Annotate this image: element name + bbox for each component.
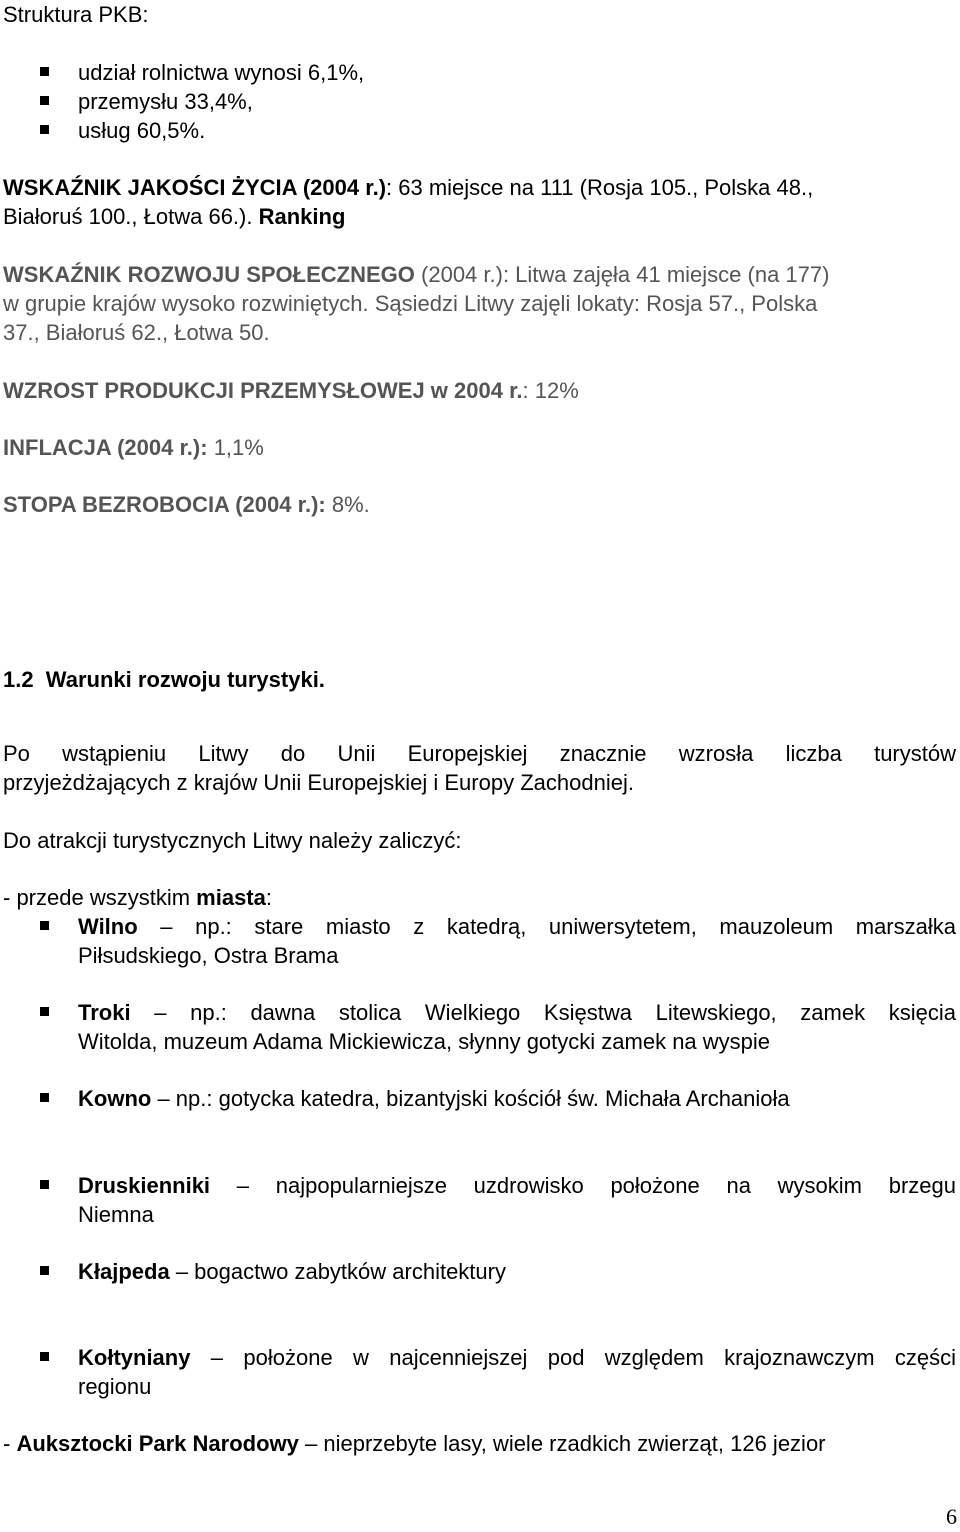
city-desc: położone w najcenniejszej pod względem krajoznawczym części (243, 1345, 956, 1370)
indicator-industry (3, 376, 956, 405)
ranking-label: Ranking (258, 204, 346, 229)
quality-line-2 (3, 202, 956, 231)
bullet-icon (40, 1180, 49, 1189)
bullet-icon (40, 67, 49, 76)
quality-line (3, 173, 956, 202)
indicator-unemployment (3, 490, 956, 519)
city-line-1 (78, 1084, 956, 1113)
indicator-value: 8%. (325, 492, 370, 517)
cities-intro-bold: miasta (196, 885, 266, 910)
city-name: Wilno (78, 914, 138, 939)
pkb-item: przemysłu 33,4%, (78, 89, 253, 114)
paragraph-2: Do atrakcji turystycznych Litwy należy zaliczyć: (3, 828, 462, 853)
cities-intro-suffix: : (265, 885, 272, 910)
indicator-label: WZROST PRODUKCJI PRZEMYSŁOWEJ w 2004 r. (3, 378, 523, 403)
pkb-item: usług 60,5%. (78, 118, 206, 143)
development-line-1 (3, 260, 956, 289)
development-year: (2004 r.) (421, 262, 503, 287)
city-desc: np.: stare miasto z katedrą, uniwersytetem, mauzoleum marszałka (195, 914, 956, 939)
development-label: WSKAŹNIK ROZWOJU SPOŁECZNEGO (3, 262, 415, 287)
city-line-1 (78, 1257, 956, 1286)
city-name: Kłajpeda (78, 1259, 170, 1284)
city-sep: – (190, 1345, 244, 1370)
city-desc: np.: gotycka katedra, bizantyjski kościół św. Michała Archanioła (175, 1086, 790, 1111)
city-sep: – (137, 914, 196, 939)
quality-label: WSKAŹNIK JAKOŚCI ŻYCIA (2004 r.) (3, 175, 387, 200)
park-line (3, 1429, 956, 1458)
park-name: Auksztocki Park Narodowy (16, 1431, 299, 1456)
city-sep: – (210, 1173, 276, 1198)
bullet-icon (40, 1007, 49, 1016)
city-sep: – (169, 1259, 195, 1284)
indicator-inflation (3, 433, 956, 462)
city-desc: np.: dawna stolica Wielkiego Księstwa Litewskiego, zamek księcia (190, 1000, 956, 1025)
paragraph-1-line-2: przyjeżdżających z krajów Unii Europejskiej i Europy Zachodniej. (3, 770, 634, 795)
city-name: Kowno (78, 1086, 152, 1111)
park-sep: – (298, 1431, 324, 1456)
bullet-icon (40, 921, 49, 930)
city-line-2: regionu (78, 1374, 152, 1399)
bullet-icon (40, 96, 49, 105)
city-line-1 (78, 998, 956, 1027)
development-line-2: w grupie krajów wysoko rozwiniętych. Sąsiedzi Litwy zajęli lokaty: Rosja 57., Polska (3, 291, 818, 316)
city-line-2: Piłsudskiego, Ostra Brama (78, 943, 339, 968)
city-desc: bogactwo zabytków architektury (194, 1259, 506, 1284)
development-text: : Litwa zajęła 41 miejsce (na 177) (502, 262, 830, 287)
city-line-2: Witolda, muzeum Adama Mickiewicza, słynny gotycki zamek na wyspie (78, 1029, 771, 1054)
bullet-icon (40, 125, 49, 134)
city-line-1 (78, 912, 956, 941)
city-name: Troki (78, 1000, 131, 1025)
city-desc: najpopularniejsze uzdrowisko położone na wysokim brzegu (275, 1173, 956, 1198)
cities-intro-prefix: - przede wszystkim (3, 885, 197, 910)
park-prefix: - (3, 1431, 17, 1456)
park-text: nieprzebyte lasy, wiele rzadkich zwierząt, 126 jezior (323, 1431, 826, 1456)
development-line-3: 37., Białoruś 62., Łotwa 50. (3, 320, 270, 345)
section-heading: 1.2 Warunki rozwoju turystyki. (3, 667, 325, 692)
pkb-item: udział rolnictwa wynosi 6,1%, (78, 60, 365, 85)
indicator-label: STOPA BEZROBOCIA (2004 r.): (3, 492, 326, 517)
city-name: Kołtyniany (78, 1345, 191, 1370)
quality-text: : 63 miejsce na 111 (Rosja 105., Polska 48., (386, 175, 814, 200)
city-line-2: Niemna (78, 1202, 154, 1227)
bullet-icon (40, 1093, 49, 1102)
bullet-icon (40, 1352, 49, 1361)
city-sep: – (130, 1000, 191, 1025)
city-sep: – (151, 1086, 176, 1111)
city-line-1 (78, 1343, 956, 1372)
indicator-value: 1,1% (207, 435, 264, 460)
paragraph-1-line-1: Po wstąpieniu Litwy do Unii Europejskiej znacznie wzrosła liczba turystów (3, 741, 956, 766)
quality-text-2: Białoruś 100., Łotwa 66.). (3, 204, 253, 229)
page-number: 6 (946, 1504, 957, 1529)
city-name: Druskienniki (78, 1173, 211, 1198)
cities-intro (3, 883, 956, 912)
indicator-label: INFLACJA (2004 r.): (3, 435, 208, 460)
city-line-1 (78, 1171, 956, 1200)
bullet-icon (40, 1266, 49, 1275)
pkb-title: Struktura PKB: (3, 2, 149, 27)
indicator-value: : 12% (522, 378, 579, 403)
